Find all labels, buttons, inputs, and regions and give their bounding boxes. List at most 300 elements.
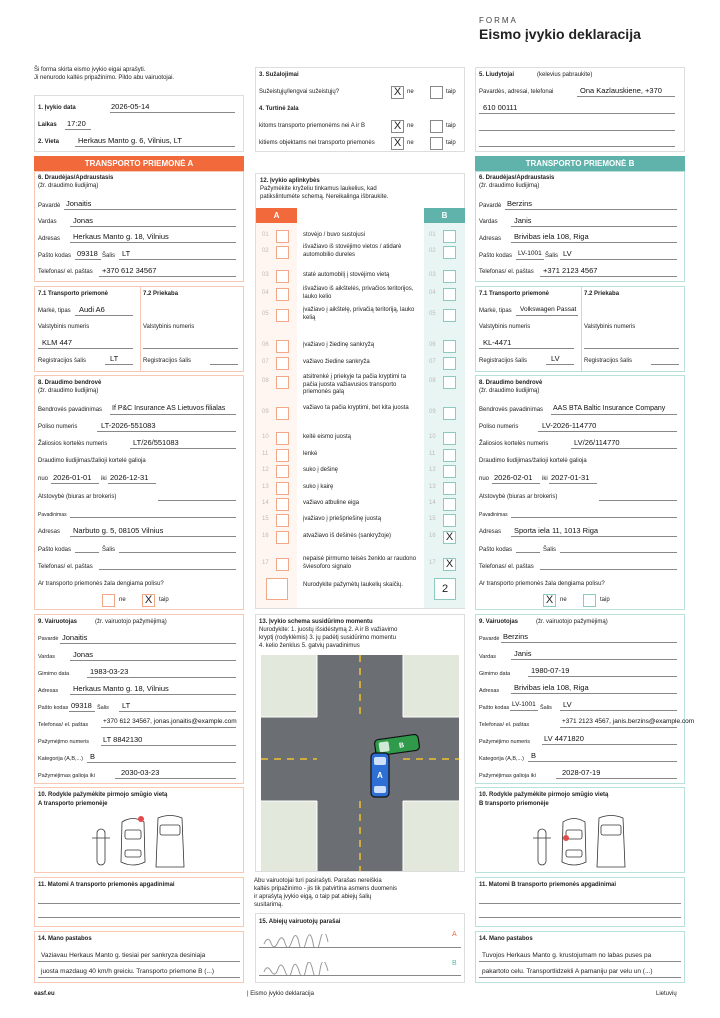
sketch-desc-1: Nurodykite: 1. juostų išsidėstymą 2. A ir B važiavimo — [259, 627, 398, 633]
signature-a-label: A — [452, 931, 457, 938]
insurer-a-phone-label: Telefonas/ el. paštas — [38, 564, 93, 570]
driver-b-phone[interactable]: +371 2123 4567, janis.berzins@example.com — [562, 718, 695, 725]
circ-06-b-checkbox[interactable] — [443, 340, 456, 353]
insurer-a-policy[interactable]: LT-2026-551083 — [101, 421, 156, 430]
circ-num-b: 03 — [429, 272, 436, 278]
circ-num-a: 13 — [262, 484, 269, 490]
circ-num-a: 09 — [262, 409, 269, 415]
date-label: 1. Įvykio data — [38, 105, 76, 111]
circumstances-desc-2: patikslintumėte schemą. Nereikalinga išbraukite. — [260, 194, 389, 200]
vehicle-b-reg[interactable]: LV — [551, 354, 560, 363]
circ-02-b-checkbox[interactable] — [443, 246, 456, 259]
insurer-b-agency-addr[interactable]: Sporta iela 11, 1013 Riga — [514, 526, 599, 535]
insurer-b-country-label: Šalis — [543, 547, 557, 553]
insured-b-name-label: Vardas — [479, 219, 498, 225]
remarks-a-title: 14. Mano pastabos — [38, 936, 92, 942]
circ-15-label: įvažiavo į priešpriešinę juostą — [303, 516, 382, 522]
s3-yes-checkbox[interactable] — [430, 86, 443, 99]
circ-08-label: atsitrenkė į priekyje ta pačia kryptimi ta pačia juosta važiavusios transporto priemonės galą — [303, 374, 407, 395]
circ-14-b-checkbox[interactable] — [443, 498, 456, 511]
circ-08-b-checkbox[interactable] — [443, 376, 456, 389]
sign-note-1: Abu vairuotojai turi pasirašyti. Parašas nereiškia — [254, 878, 382, 884]
insured-a-surname-label: Pavardė — [38, 203, 61, 209]
circ-11-a-checkbox[interactable] — [276, 449, 289, 462]
insurer-a-agency-label: Atstovybė (biuras ar brokeris) — [38, 494, 117, 500]
insurer-a-country-label: Šalis — [102, 547, 116, 553]
insurer-b-no-checkbox[interactable]: X — [543, 594, 556, 607]
s5-hint: (kelevius pabraukite) — [537, 72, 593, 78]
insurer-a-valid-label: Draudimo liudijimas/žalioji kortelė galioja — [38, 458, 146, 464]
vehicle-b-reg-label: Registracijos šalis — [479, 358, 528, 364]
circ-num-b: 09 — [429, 409, 436, 415]
insurer-a-damage-question: Ar transporto priemonės žala dengiama polisu? — [38, 581, 164, 587]
insured-a-addr[interactable]: Herkaus Manto g. 18, Vilnius — [73, 232, 169, 241]
trailer-b-plate-label: Valstybinis numeris — [584, 324, 636, 330]
vehicle-a-make-label: Markė, tipas — [38, 308, 71, 314]
insurer-b-from[interactable]: 2026-02-01 — [494, 473, 533, 482]
driver-a-addr-label: Adresas — [38, 688, 59, 694]
insured-a-phone-label: Telefonas/ el. paštas — [38, 269, 93, 275]
circumstances-title: 12. Įvykio aplinkybės — [260, 178, 320, 184]
insurer-a-post-label: Pašto kodas — [38, 547, 72, 553]
circ-num-b: 16 — [429, 533, 436, 539]
insured-b-box — [475, 171, 685, 282]
footer-doc-title: | Eismo įvykio deklaracija — [247, 991, 314, 997]
circ-06-label: įvažiavo į žiedinę sankryžą — [303, 342, 375, 348]
circ-09-label: važiavo ta pačia kryptimi, bet kita juosta — [303, 405, 409, 411]
driver-a-license-label: Pažymėjimo numeris — [38, 739, 90, 745]
driver-a-phone[interactable]: +370 612 34567, jonas.jonaitis@example.com — [103, 718, 237, 725]
column-a-header: A — [256, 208, 297, 223]
vehicle-b-header: TRANSPORTO PRIEMONĖ B — [475, 156, 685, 171]
driver-b-license[interactable]: LV 4471820 — [544, 734, 584, 743]
circ-num-a: 05 — [262, 311, 269, 317]
insurer-b-damage-question: Ar transporto priemonės žala dengiama polisu? — [479, 581, 605, 587]
s4-q2-yes-checkbox[interactable] — [430, 137, 443, 150]
circ-num-a: 08 — [262, 378, 269, 384]
vehicle-silhouettes-a[interactable] — [90, 812, 200, 872]
driver-b-birth[interactable]: 1980-07-19 — [531, 666, 570, 675]
circ-17-b-checkbox[interactable]: X — [443, 558, 456, 571]
insured-b-phone-label: Telefonas/ el. paštas — [479, 269, 534, 275]
driver-a-box — [34, 614, 244, 784]
intersection-sketch[interactable] — [261, 655, 459, 871]
insurer-a-company[interactable]: If P&C Insurance AS Lietuvos filialas — [112, 405, 226, 412]
driver-a-license[interactable]: LT 8842130 — [103, 735, 143, 744]
insurer-a-from-label: nuo — [38, 476, 49, 482]
circ-17-a-checkbox[interactable] — [276, 558, 289, 571]
circ-05-a-checkbox[interactable] — [276, 309, 289, 322]
circ-num-a: 15 — [262, 516, 269, 522]
impact-a-sub: A transporto priemonėje — [38, 801, 108, 807]
column-b-header: B — [424, 208, 465, 223]
car-a-shape[interactable] — [371, 753, 389, 797]
vehicle-a-box — [34, 286, 244, 372]
date-value[interactable]: 2026-05-14 — [111, 102, 150, 111]
circ-14-a-checkbox[interactable] — [276, 498, 289, 511]
circ-num-a: 03 — [262, 272, 269, 278]
vehicle-b-title: 7.1 Transporto priemonė — [479, 291, 550, 297]
insurer-a-co-label: Bendrovės pavadinimas — [38, 407, 103, 413]
damage-b-title: 11. Matomi B transporto priemonės apgadinimai — [479, 882, 617, 888]
impact-b-sub: B transporto priemonėje — [479, 801, 549, 807]
sign-note-3: ir aprašytą įvykio eigą, o taip pat abiejų šalių — [254, 894, 372, 900]
signature-b-label: B — [452, 960, 457, 967]
s4-q1-no-label: ne — [407, 123, 414, 129]
circ-num-a: 07 — [262, 359, 269, 365]
remarks-b-line-1[interactable]: Tuvojos Herkaus Manto g. krustojumam no labas puses pa — [482, 952, 652, 959]
driver-b-surname-label: Pavardė — [479, 636, 500, 642]
circ-13-label: suko į kairę — [303, 484, 334, 490]
driver-a-country-label: Šalis — [97, 705, 109, 711]
insurer-a-yes-label: taip — [159, 597, 169, 603]
driver-b-country-label: Šalis — [540, 705, 552, 711]
impact-a-title: 10. Rodykle pažymėkite pirmojo smūgio vietą — [38, 792, 168, 798]
insurer-b-title: 8. Draudimo bendrovė — [479, 380, 543, 386]
insurer-a-yes-checkbox[interactable]: X — [142, 594, 155, 607]
circ-04-b-checkbox[interactable] — [443, 288, 456, 301]
s4-q2-yes-label: taip — [446, 140, 456, 146]
impact-b-title: 10. Rodykle pažymėkite pirmojo smūgio vietą — [479, 792, 609, 798]
insurer-b-box — [475, 375, 685, 610]
circ-num-a: 01 — [262, 232, 269, 238]
intro-line-1: Ši forma skirta eismo įvykio eigai aprašyti. — [34, 67, 146, 73]
car-b-label: B — [398, 742, 405, 750]
insurer-b-pol-label: Poliso numeris — [479, 424, 519, 430]
insured-a-phone[interactable]: +370 612 34567 — [102, 266, 157, 275]
s3-question: Sužeistųjų/lengvai sužeistųjų? — [259, 89, 340, 95]
sketch-desc-3: 4. kelio ženklus 5. gatvių pavadinimus — [259, 643, 360, 649]
circumstances-desc-1: Pažymėkite kryželiu tinkamus laukelius, kad — [260, 186, 377, 192]
signatures-box — [255, 913, 465, 983]
circ-03-a-checkbox[interactable] — [276, 270, 289, 283]
driver-a-birth-label: Gimimo data — [38, 671, 70, 677]
s4-q1-no-checkbox[interactable]: X — [391, 120, 404, 133]
driver-b-post[interactable]: LV-1001 — [512, 701, 536, 708]
circ-05-b-checkbox[interactable] — [443, 309, 456, 322]
vehicle-a-reg-label: Registracijos šalis — [38, 358, 87, 364]
circ-num-b: 02 — [429, 248, 436, 254]
vehicle-b-plate-label: Valstybinis numeris — [479, 324, 531, 330]
insurer-a-pol-label: Poliso numeris — [38, 424, 78, 430]
insurer-b-sub: (žr. draudimo liudijimą) — [479, 388, 540, 394]
driver-b-phone-label: Telefonas/ el. paštas — [479, 722, 530, 728]
insured-b-surname[interactable]: Berzins — [507, 199, 533, 208]
driver-a-post[interactable]: 09318 — [71, 701, 92, 710]
circ-num-b: 12 — [429, 467, 436, 473]
s4-q1-yes-checkbox[interactable] — [430, 120, 443, 133]
vehicle-a-make[interactable]: Audi A6 — [79, 305, 105, 314]
circ-01-label: stovėjo / buvo sustojusi — [303, 232, 366, 238]
insurer-b-phone-label: Telefonas/ el. paštas — [479, 564, 534, 570]
circ-06-a-checkbox[interactable] — [276, 340, 289, 353]
insurer-a-green-label: Žaliosios kortelės numeris — [38, 441, 108, 447]
s3-yes-label: taip — [446, 89, 456, 95]
insurer-b-green-label: Žaliosios kortelės numeris — [479, 441, 549, 447]
trailer-a-title: 7.2 Priekaba — [143, 291, 179, 297]
circ-num-b: 15 — [429, 516, 436, 522]
place-value[interactable]: Herkaus Manto g. 6, Vilnius, LT — [78, 136, 182, 145]
car-a-label: A — [377, 771, 383, 780]
insurer-a-no-label: ne — [119, 597, 126, 603]
vehicle-b-plate[interactable]: KL-4471 — [483, 338, 512, 347]
circ-07-a-checkbox[interactable] — [276, 357, 289, 370]
driver-b-name-label: Vardas — [479, 654, 497, 660]
driver-b-post-label: Pašto kodas — [479, 705, 510, 711]
insurer-b-post-label: Pašto kodas — [479, 547, 513, 553]
circ-05-label: įvažiavo į aikštelę, privačią teritoriją, lauko kelią — [303, 307, 415, 321]
circ-15-b-checkbox[interactable] — [443, 514, 456, 527]
circ-12-b-checkbox[interactable] — [443, 465, 456, 478]
insurer-b-agency-label: Atstovybė (biuras ar brokeris) — [479, 494, 558, 500]
sketch-box — [255, 614, 465, 872]
signature-a[interactable] — [262, 934, 332, 948]
insurer-b-green-card[interactable]: LV/26/114770 — [574, 438, 620, 447]
driver-b-birth-label: Gimimo data — [479, 671, 511, 677]
driver-a-surname[interactable]: Jonaitis — [62, 633, 88, 642]
intro-line-2: Ji nenurodo kaltės pripažinimo. Pildo abu vairuotojai. — [34, 75, 175, 81]
insurer-a-name-label: Pavadinimas — [38, 512, 67, 518]
insurer-b-yes-label: taip — [600, 597, 610, 603]
driver-a-birth[interactable]: 1983-03-23 — [90, 667, 129, 676]
circ-07-label: važiavo žiedine sankryža — [303, 359, 370, 365]
circ-num-a: 16 — [262, 533, 269, 539]
circ-num-a: 14 — [262, 500, 269, 506]
count-a-box[interactable] — [266, 578, 288, 600]
insured-b-addr-label: Adresas — [479, 236, 502, 242]
insured-b-post[interactable]: LV-1001 — [518, 250, 542, 257]
page-title: Eismo įvykio deklaracija — [479, 26, 641, 42]
impact-b-box — [475, 787, 685, 873]
vehicle-a-plate-label: Valstybinis numeris — [38, 324, 90, 330]
circ-03-b-checkbox[interactable] — [443, 270, 456, 283]
time-value[interactable]: 17:20 — [67, 119, 86, 128]
insured-b-phone[interactable]: +371 2123 4567 — [543, 266, 598, 275]
insurer-a-box — [34, 375, 244, 610]
insured-b-post-label: Pašto kodas — [479, 253, 513, 259]
circ-02-a-checkbox[interactable] — [276, 246, 289, 259]
witness-cont[interactable]: 610 00111 — [483, 103, 518, 112]
remarks-a-line-2[interactable]: juosta mazdaug 40 km/h greiciu. Transporto priemone B (...) — [41, 968, 215, 975]
s4-q2-no-label: ne — [407, 140, 414, 146]
circ-07-b-checkbox[interactable] — [443, 357, 456, 370]
circumstances-box — [255, 173, 465, 609]
trailer-b-title: 7.2 Priekaba — [584, 291, 620, 297]
driver-a-name-label: Vardas — [38, 654, 56, 660]
driver-a-hint: (žr. vairuotojo pažymėjimą) — [95, 619, 167, 625]
insurer-a-sub: (žr. draudimo liudijimą) — [38, 388, 99, 394]
circ-08-a-checkbox[interactable] — [276, 376, 289, 389]
insurer-a-green-card[interactable]: LT/26/551083 — [133, 438, 179, 447]
driver-a-country[interactable]: LT — [122, 701, 131, 710]
driver-b-expiry[interactable]: 2028-07-19 — [562, 768, 601, 777]
circ-13-b-checkbox[interactable] — [443, 482, 456, 495]
insured-a-country-label: Šalis — [102, 253, 116, 259]
damage-a-title: 11. Matomi A transporto priemonės apgadinimai — [38, 882, 175, 888]
circ-num-b: 01 — [429, 232, 436, 238]
insured-a-box — [34, 171, 244, 282]
circ-13-a-checkbox[interactable] — [276, 482, 289, 495]
circ-04-a-checkbox[interactable] — [276, 288, 289, 301]
driver-b-surname[interactable]: Berzins — [503, 632, 529, 641]
driver-b-title: 9. Vairuotojas — [479, 619, 519, 625]
circ-num-b: 13 — [429, 484, 436, 490]
place-label: 2. Vieta — [38, 139, 59, 145]
sketch-title: 13. Įvykio schema susidūrimo momentu — [259, 619, 373, 625]
driver-a-surname-label: Pavardė — [38, 636, 59, 642]
circ-num-a: 04 — [262, 290, 269, 296]
driver-b-category[interactable]: B — [531, 751, 537, 760]
signatures-title: 15. Abiejų vairuotojų parašai — [259, 919, 341, 925]
circ-09-a-checkbox[interactable] — [276, 407, 289, 420]
s3-no-label: ne — [407, 89, 414, 95]
driver-b-addr[interactable]: Brivibas iela 108, Riga — [514, 683, 589, 692]
count-label: Nurodykite pažymėtų laukelių skaičių. — [303, 582, 404, 588]
s4-q1: kitoms transporto priemonėms nei A ir B — [259, 123, 366, 129]
driver-a-expiry[interactable]: 2030-03-23 — [121, 768, 160, 777]
insured-a-name-label: Vardas — [38, 219, 57, 225]
impact-a-marker — [138, 816, 144, 822]
form-label: FORMA — [479, 16, 518, 25]
driver-a-title: 9. Vairuotojas — [38, 619, 78, 625]
circ-num-b: 05 — [429, 311, 436, 317]
s4-q2-no-checkbox[interactable]: X — [391, 137, 404, 150]
insured-b-surname-label: Pavardė — [479, 203, 502, 209]
insurer-b-to[interactable]: 2027-01-31 — [551, 473, 590, 482]
vehicle-silhouettes-b[interactable] — [531, 812, 641, 872]
insured-a-addr-label: Adresas — [38, 236, 61, 242]
insured-b-addr[interactable]: Brivibas iela 108, Riga — [514, 232, 589, 241]
driver-a-addr[interactable]: Herkaus Manto g. 18, Vilnius — [73, 684, 169, 693]
circ-num-a: 10 — [262, 434, 269, 440]
insured-b-title: 6. Draudėjas/Apdraustasis — [479, 175, 555, 181]
date-place-box — [34, 95, 244, 152]
insurer-b-no-label: ne — [560, 597, 567, 603]
vehicle-a-plate[interactable]: KLM 447 — [42, 338, 73, 347]
vehicle-b-box — [475, 286, 685, 372]
insured-a-name[interactable]: Jonas — [73, 216, 94, 225]
count-b-box[interactable]: 2 — [434, 578, 456, 600]
vehicle-a-reg[interactable]: LT — [110, 354, 119, 363]
circ-num-a: 17 — [262, 560, 269, 566]
circ-num-b: 17 — [429, 560, 436, 566]
remarks-a-box — [34, 931, 244, 983]
insurer-a-to-label: iki — [101, 476, 107, 482]
insured-a-surname[interactable]: Jonaitis — [66, 199, 92, 208]
insurer-b-name-label: Pavadinimas — [479, 512, 508, 518]
remarks-b-title: 14. Mano pastabos — [479, 936, 533, 942]
circ-11-b-checkbox[interactable] — [443, 449, 456, 462]
circ-09-b-checkbox[interactable] — [443, 407, 456, 420]
circ-17-label: nepaisė pirmumo teisės ženklo ar raudono šviesoforo signalo — [303, 556, 417, 570]
footer-language[interactable]: Lietuvių — [656, 991, 677, 997]
insurer-b-valid-label: Draudimo liudijimas/žalioji kortelė galioja — [479, 458, 587, 464]
footer-site[interactable]: easf.eu — [34, 991, 55, 997]
driver-a-exp-label: Pažymėjimas galioja iki — [38, 773, 95, 779]
sketch-desc-2: kryptį (rodyklėmis) 3. jų padėtį susidūrimo momentu — [259, 635, 397, 641]
insurer-b-co-label: Bendrovės pavadinimas — [479, 407, 544, 413]
insurer-a-agency-addr[interactable]: Narbuto g. 5, 08105 Vilnius — [73, 526, 164, 535]
insured-a-sub: (žr. draudimo liudijimą) — [38, 183, 99, 189]
circ-10-b-checkbox[interactable] — [443, 432, 456, 445]
circ-10-a-checkbox[interactable] — [276, 432, 289, 445]
s4-q1-yes-label: taip — [446, 123, 456, 129]
insurer-b-to-label: iki — [542, 476, 548, 482]
driver-a-category[interactable]: B — [90, 752, 96, 761]
insured-a-title: 6. Draudėjas/Apdraustasis — [38, 175, 114, 181]
insured-a-post[interactable]: 09318 — [77, 249, 98, 258]
circ-16-label: atvažiavo iš dešinės (sankryžoje) — [303, 533, 392, 539]
driver-a-phone-label: Telefonas/ el. paštas — [38, 722, 89, 728]
remarks-b-line-2[interactable]: pakartoto celu. Transportlidzekli A pamaniju par velu un (...) — [482, 968, 653, 975]
s4-title: 4. Turtinė žala — [259, 106, 299, 112]
remarks-a-line-1[interactable]: Vaziavau Herkaus Manto g. tiesiai per sankryza desiniaja — [41, 952, 206, 959]
sign-note-4: susitarimą. — [254, 902, 284, 908]
driver-b-country[interactable]: LV — [563, 700, 572, 709]
insurer-b-from-label: nuo — [479, 476, 490, 482]
driver-b-box — [475, 614, 695, 784]
remarks-b-box — [475, 931, 685, 983]
circ-04-label: išvažiavo iš aikštelės, privačios teritorijos, lauko kelio — [303, 286, 414, 300]
vehicle-a-title: 7.1 Transporto priemonė — [38, 291, 109, 297]
circ-num-b: 07 — [429, 359, 436, 365]
trailer-a-reg-label: Registracijos šalis — [143, 358, 192, 364]
circ-num-b: 04 — [429, 290, 436, 296]
driver-b-license-label: Pažymėjimo numeris — [479, 739, 531, 745]
injury-damage-box — [255, 67, 465, 152]
driver-b-name[interactable]: Janis — [514, 649, 532, 658]
circ-16-a-checkbox[interactable] — [276, 531, 289, 544]
circ-15-a-checkbox[interactable] — [276, 514, 289, 527]
circ-12-a-checkbox[interactable] — [276, 465, 289, 478]
circ-16-b-checkbox[interactable]: X — [443, 531, 456, 544]
insurer-b-addr-label: Adresas — [479, 529, 502, 535]
witness-name[interactable]: Ona Kazlauskiene, +370 — [580, 86, 662, 95]
insurer-a-no-checkbox[interactable] — [102, 594, 115, 607]
driver-b-cat-label: Kategorija (A,B,...) — [479, 756, 524, 762]
insurer-b-company[interactable]: AAS BTA Baltic Insurance Company — [553, 405, 666, 412]
circ-num-a: 12 — [262, 467, 269, 473]
s3-no-checkbox[interactable]: X — [391, 86, 404, 99]
circ-03-label: statė automobilį į stovėjimo vietą — [303, 272, 390, 278]
signature-b[interactable] — [262, 962, 332, 976]
damage-b-box — [475, 877, 685, 927]
time-label: Laikas — [38, 122, 57, 128]
circ-01-b-checkbox[interactable] — [443, 230, 456, 243]
circ-num-b: 14 — [429, 500, 436, 506]
insurer-b-policy[interactable]: LV-2026-114770 — [542, 421, 597, 430]
insured-b-sub: (žr. draudimo liudijimą) — [479, 183, 540, 189]
insurer-b-yes-checkbox[interactable] — [583, 594, 596, 607]
trailer-a-plate-label: Valstybinis numeris — [143, 324, 195, 330]
driver-b-exp-label: Pažymėjimas galioja iki — [479, 773, 536, 779]
s5-label: Pavardės, adresai, telefonai — [479, 89, 554, 95]
circ-11-label: lenkė — [303, 451, 318, 457]
driver-a-post-label: Pašto kodas — [38, 705, 69, 711]
insurer-a-from[interactable]: 2026-01-01 — [53, 473, 92, 482]
insurer-a-title: 8. Draudimo bendrovė — [38, 380, 102, 386]
circ-01-a-checkbox[interactable] — [276, 230, 289, 243]
insurer-a-to[interactable]: 2026-12-31 — [110, 473, 149, 482]
circ-num-b: 08 — [429, 378, 436, 384]
sign-note-2: kaltės pripažinimo - jis tik patvirtina asmens duomenis — [254, 886, 398, 892]
insured-a-country[interactable]: LT — [122, 249, 131, 258]
circ-num-a: 06 — [262, 342, 269, 348]
driver-a-name[interactable]: Jonas — [73, 650, 94, 659]
vehicle-b-make[interactable]: Volkswagen Passat — [520, 306, 577, 313]
insured-b-country[interactable]: LV — [563, 249, 572, 258]
insured-b-name[interactable]: Janis — [514, 216, 532, 225]
